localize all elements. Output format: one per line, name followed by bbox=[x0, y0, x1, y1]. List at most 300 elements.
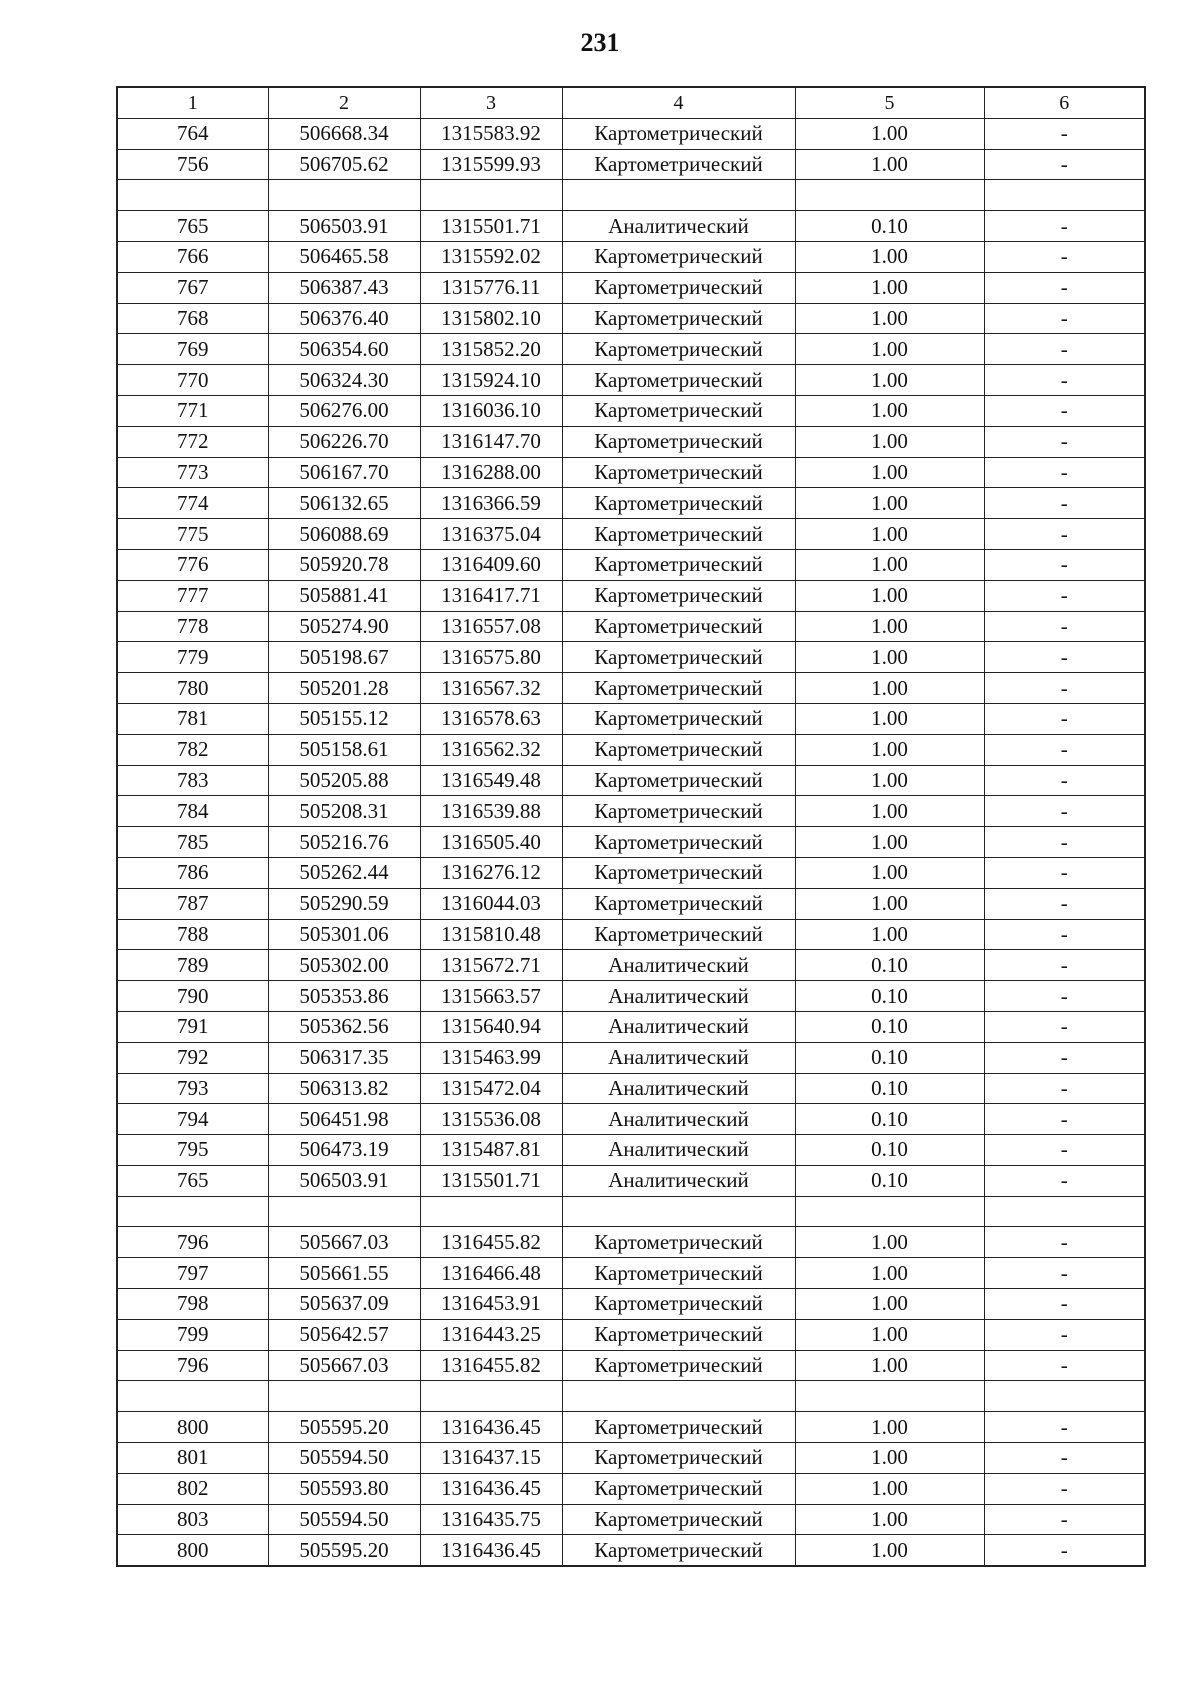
point-number-cell: 776 bbox=[117, 549, 268, 580]
point-number-cell: 800 bbox=[117, 1412, 268, 1443]
table-row bbox=[117, 1104, 1145, 1135]
method-cell: Аналитический bbox=[562, 1135, 795, 1166]
table-row bbox=[117, 1443, 1145, 1474]
method-cell: Картометрический bbox=[562, 734, 795, 765]
note-cell: - bbox=[984, 642, 1145, 673]
x-coordinate-cell: 505353.86 bbox=[268, 981, 420, 1012]
table-row bbox=[117, 1135, 1145, 1166]
coordinates-table bbox=[116, 86, 1146, 1567]
table-row bbox=[117, 765, 1145, 796]
y-coordinate-cell: 1315463.99 bbox=[420, 1042, 562, 1073]
y-coordinate-cell: 1315810.48 bbox=[420, 919, 562, 950]
method-cell: Картометрический bbox=[562, 1258, 795, 1289]
point-number-cell: 756 bbox=[117, 149, 268, 180]
y-coordinate-cell: 1316539.88 bbox=[420, 796, 562, 827]
note-cell: - bbox=[984, 519, 1145, 550]
accuracy-cell: 1.00 bbox=[795, 1350, 984, 1381]
point-number-cell: 771 bbox=[117, 395, 268, 426]
note-cell: - bbox=[984, 1073, 1145, 1104]
note-cell: - bbox=[984, 919, 1145, 950]
accuracy-cell: 1.00 bbox=[795, 642, 984, 673]
y-coordinate-cell: 1316288.00 bbox=[420, 457, 562, 488]
note-cell: - bbox=[984, 950, 1145, 981]
method-cell: Аналитический bbox=[562, 1165, 795, 1196]
point-number-cell: 801 bbox=[117, 1443, 268, 1474]
note-cell: - bbox=[984, 1011, 1145, 1042]
accuracy-cell bbox=[795, 180, 984, 211]
table-row bbox=[117, 1258, 1145, 1289]
point-number-cell: 782 bbox=[117, 734, 268, 765]
point-number-cell: 783 bbox=[117, 765, 268, 796]
point-number-cell: 788 bbox=[117, 919, 268, 950]
y-coordinate-cell: 1316436.45 bbox=[420, 1473, 562, 1504]
note-cell: - bbox=[984, 1227, 1145, 1258]
x-coordinate-cell: 505593.80 bbox=[268, 1473, 420, 1504]
table-row bbox=[117, 981, 1145, 1012]
method-cell: Картометрический bbox=[562, 426, 795, 457]
method-cell: Картометрический bbox=[562, 1443, 795, 1474]
note-cell: - bbox=[984, 365, 1145, 396]
method-cell: Картометрический bbox=[562, 457, 795, 488]
note-cell: - bbox=[984, 395, 1145, 426]
table-row bbox=[117, 1473, 1145, 1504]
x-coordinate-cell: 506276.00 bbox=[268, 395, 420, 426]
note-cell: - bbox=[984, 611, 1145, 642]
x-coordinate-cell: 505301.06 bbox=[268, 919, 420, 950]
point-number-cell: 765 bbox=[117, 211, 268, 242]
table-row bbox=[117, 580, 1145, 611]
method-cell: Картометрический bbox=[562, 765, 795, 796]
y-coordinate-cell: 1316557.08 bbox=[420, 611, 562, 642]
column-header-2: 2 bbox=[268, 87, 420, 118]
table-row bbox=[117, 149, 1145, 180]
accuracy-cell: 1.00 bbox=[795, 888, 984, 919]
table-header bbox=[117, 87, 1145, 118]
point-number-cell: 800 bbox=[117, 1535, 268, 1566]
accuracy-cell bbox=[795, 1196, 984, 1227]
accuracy-cell: 1.00 bbox=[795, 1412, 984, 1443]
y-coordinate-cell: 1316409.60 bbox=[420, 549, 562, 580]
y-coordinate-cell: 1316147.70 bbox=[420, 426, 562, 457]
table-row bbox=[117, 1535, 1145, 1566]
column-header-3: 3 bbox=[420, 87, 562, 118]
y-coordinate-cell: 1315472.04 bbox=[420, 1073, 562, 1104]
point-number-cell: 794 bbox=[117, 1104, 268, 1135]
note-cell: - bbox=[984, 272, 1145, 303]
method-cell: Картометрический bbox=[562, 549, 795, 580]
x-coordinate-cell: 506473.19 bbox=[268, 1135, 420, 1166]
x-coordinate-cell: 506132.65 bbox=[268, 488, 420, 519]
x-coordinate-cell: 505302.00 bbox=[268, 950, 420, 981]
table-row bbox=[117, 519, 1145, 550]
point-number-cell: 767 bbox=[117, 272, 268, 303]
method-cell: Аналитический bbox=[562, 950, 795, 981]
point-number-cell: 777 bbox=[117, 580, 268, 611]
point-number-cell bbox=[117, 1196, 268, 1227]
table-body bbox=[117, 118, 1145, 1566]
point-number-cell: 803 bbox=[117, 1504, 268, 1535]
point-number-cell: 797 bbox=[117, 1258, 268, 1289]
accuracy-cell: 1.00 bbox=[795, 1319, 984, 1350]
column-header-6: 6 bbox=[984, 87, 1145, 118]
table-row bbox=[117, 1073, 1145, 1104]
y-coordinate-cell: 1316276.12 bbox=[420, 857, 562, 888]
table-row bbox=[117, 303, 1145, 334]
y-coordinate-cell: 1316466.48 bbox=[420, 1258, 562, 1289]
method-cell: Картометрический bbox=[562, 796, 795, 827]
method-cell: Картометрический bbox=[562, 703, 795, 734]
y-coordinate-cell: 1315599.93 bbox=[420, 149, 562, 180]
accuracy-cell bbox=[795, 1381, 984, 1412]
note-cell: - bbox=[984, 1289, 1145, 1320]
x-coordinate-cell: 505205.88 bbox=[268, 765, 420, 796]
table-row bbox=[117, 1350, 1145, 1381]
y-coordinate-cell: 1315924.10 bbox=[420, 365, 562, 396]
note-cell: - bbox=[984, 1412, 1145, 1443]
y-coordinate-cell: 1315640.94 bbox=[420, 1011, 562, 1042]
table-row bbox=[117, 241, 1145, 272]
column-header-1: 1 bbox=[117, 87, 268, 118]
note-cell: - bbox=[984, 1319, 1145, 1350]
accuracy-cell: 1.00 bbox=[795, 1227, 984, 1258]
table-row bbox=[117, 118, 1145, 149]
y-coordinate-cell: 1315663.57 bbox=[420, 981, 562, 1012]
table-row bbox=[117, 673, 1145, 704]
point-number-cell: 768 bbox=[117, 303, 268, 334]
note-cell: - bbox=[984, 827, 1145, 858]
x-coordinate-cell: 506387.43 bbox=[268, 272, 420, 303]
accuracy-cell: 1.00 bbox=[795, 1473, 984, 1504]
point-number-cell: 792 bbox=[117, 1042, 268, 1073]
note-cell: - bbox=[984, 1042, 1145, 1073]
x-coordinate-cell: 506167.70 bbox=[268, 457, 420, 488]
note-cell: - bbox=[984, 1350, 1145, 1381]
x-coordinate-cell: 505667.03 bbox=[268, 1227, 420, 1258]
method-cell: Картометрический bbox=[562, 519, 795, 550]
accuracy-cell: 0.10 bbox=[795, 211, 984, 242]
x-coordinate-cell: 506354.60 bbox=[268, 334, 420, 365]
note-cell: - bbox=[984, 334, 1145, 365]
y-coordinate-cell: 1316505.40 bbox=[420, 827, 562, 858]
table-row bbox=[117, 642, 1145, 673]
y-coordinate-cell bbox=[420, 1196, 562, 1227]
note-cell: - bbox=[984, 426, 1145, 457]
y-coordinate-cell: 1315672.71 bbox=[420, 950, 562, 981]
accuracy-cell: 1.00 bbox=[795, 1443, 984, 1474]
accuracy-cell: 1.00 bbox=[795, 549, 984, 580]
point-number-cell: 791 bbox=[117, 1011, 268, 1042]
separator-row bbox=[117, 1196, 1145, 1227]
point-number-cell: 796 bbox=[117, 1227, 268, 1258]
method-cell: Картометрический bbox=[562, 1350, 795, 1381]
point-number-cell: 773 bbox=[117, 457, 268, 488]
method-cell: Картометрический bbox=[562, 365, 795, 396]
x-coordinate-cell: 505274.90 bbox=[268, 611, 420, 642]
method-cell: Картометрический bbox=[562, 334, 795, 365]
x-coordinate-cell: 505661.55 bbox=[268, 1258, 420, 1289]
accuracy-cell: 1.00 bbox=[795, 272, 984, 303]
note-cell: - bbox=[984, 796, 1145, 827]
table-row bbox=[117, 796, 1145, 827]
y-coordinate-cell: 1316549.48 bbox=[420, 765, 562, 796]
note-cell: - bbox=[984, 1504, 1145, 1535]
y-coordinate-cell: 1315776.11 bbox=[420, 272, 562, 303]
note-cell: - bbox=[984, 241, 1145, 272]
point-number-cell: 802 bbox=[117, 1473, 268, 1504]
x-coordinate-cell: 506324.30 bbox=[268, 365, 420, 396]
method-cell: Картометрический bbox=[562, 1535, 795, 1566]
y-coordinate-cell: 1316455.82 bbox=[420, 1227, 562, 1258]
note-cell: - bbox=[984, 149, 1145, 180]
method-cell: Картометрический bbox=[562, 241, 795, 272]
accuracy-cell: 0.10 bbox=[795, 1104, 984, 1135]
x-coordinate-cell: 506088.69 bbox=[268, 519, 420, 550]
separator-row bbox=[117, 1381, 1145, 1412]
method-cell: Картометрический bbox=[562, 1227, 795, 1258]
table-row bbox=[117, 488, 1145, 519]
accuracy-cell: 1.00 bbox=[795, 703, 984, 734]
point-number-cell: 789 bbox=[117, 950, 268, 981]
page-number: 231 bbox=[580, 28, 620, 57]
y-coordinate-cell: 1316375.04 bbox=[420, 519, 562, 550]
y-coordinate-cell: 1316455.82 bbox=[420, 1350, 562, 1381]
accuracy-cell: 0.10 bbox=[795, 1073, 984, 1104]
note-cell bbox=[984, 1381, 1145, 1412]
y-coordinate-cell: 1315487.81 bbox=[420, 1135, 562, 1166]
table-row bbox=[117, 1227, 1145, 1258]
y-coordinate-cell: 1315501.71 bbox=[420, 1165, 562, 1196]
point-number-cell: 793 bbox=[117, 1073, 268, 1104]
method-cell: Аналитический bbox=[562, 981, 795, 1012]
method-cell: Аналитический bbox=[562, 1042, 795, 1073]
y-coordinate-cell: 1316436.45 bbox=[420, 1412, 562, 1443]
accuracy-cell: 0.10 bbox=[795, 950, 984, 981]
point-number-cell: 784 bbox=[117, 796, 268, 827]
point-number-cell: 775 bbox=[117, 519, 268, 550]
point-number-cell: 774 bbox=[117, 488, 268, 519]
x-coordinate-cell: 505594.50 bbox=[268, 1504, 420, 1535]
table-row bbox=[117, 1319, 1145, 1350]
x-coordinate-cell: 505920.78 bbox=[268, 549, 420, 580]
note-cell: - bbox=[984, 1473, 1145, 1504]
accuracy-cell: 1.00 bbox=[795, 827, 984, 858]
point-number-cell: 779 bbox=[117, 642, 268, 673]
x-coordinate-cell: 506313.82 bbox=[268, 1073, 420, 1104]
note-cell: - bbox=[984, 549, 1145, 580]
separator-row bbox=[117, 180, 1145, 211]
x-coordinate-cell: 505198.67 bbox=[268, 642, 420, 673]
x-coordinate-cell: 505208.31 bbox=[268, 796, 420, 827]
x-coordinate-cell: 505595.20 bbox=[268, 1535, 420, 1566]
point-number-cell: 785 bbox=[117, 827, 268, 858]
point-number-cell: 765 bbox=[117, 1165, 268, 1196]
point-number-cell: 780 bbox=[117, 673, 268, 704]
accuracy-cell: 1.00 bbox=[795, 1289, 984, 1320]
header-row bbox=[117, 87, 1145, 118]
table-row bbox=[117, 919, 1145, 950]
y-coordinate-cell: 1316562.32 bbox=[420, 734, 562, 765]
table-row bbox=[117, 426, 1145, 457]
point-number-cell: 798 bbox=[117, 1289, 268, 1320]
x-coordinate-cell: 505290.59 bbox=[268, 888, 420, 919]
accuracy-cell: 1.00 bbox=[795, 919, 984, 950]
method-cell: Картометрический bbox=[562, 1289, 795, 1320]
accuracy-cell: 1.00 bbox=[795, 857, 984, 888]
method-cell: Аналитический bbox=[562, 211, 795, 242]
accuracy-cell: 1.00 bbox=[795, 1535, 984, 1566]
note-cell: - bbox=[984, 1104, 1145, 1135]
table-row bbox=[117, 1011, 1145, 1042]
y-coordinate-cell: 1315802.10 bbox=[420, 303, 562, 334]
accuracy-cell: 1.00 bbox=[795, 303, 984, 334]
table-row bbox=[117, 395, 1145, 426]
point-number-cell: 778 bbox=[117, 611, 268, 642]
table-row bbox=[117, 703, 1145, 734]
y-coordinate-cell: 1316436.45 bbox=[420, 1535, 562, 1566]
point-number-cell bbox=[117, 180, 268, 211]
method-cell: Картометрический bbox=[562, 580, 795, 611]
note-cell: - bbox=[984, 888, 1145, 919]
x-coordinate-cell: 505362.56 bbox=[268, 1011, 420, 1042]
accuracy-cell: 1.00 bbox=[795, 580, 984, 611]
method-cell: Аналитический bbox=[562, 1104, 795, 1135]
note-cell: - bbox=[984, 303, 1145, 334]
method-cell: Картометрический bbox=[562, 857, 795, 888]
accuracy-cell: 1.00 bbox=[795, 734, 984, 765]
accuracy-cell: 1.00 bbox=[795, 1504, 984, 1535]
point-number-cell: 787 bbox=[117, 888, 268, 919]
y-coordinate-cell: 1315852.20 bbox=[420, 334, 562, 365]
point-number-cell: 790 bbox=[117, 981, 268, 1012]
point-number-cell: 786 bbox=[117, 857, 268, 888]
y-coordinate-cell: 1316453.91 bbox=[420, 1289, 562, 1320]
accuracy-cell: 1.00 bbox=[795, 519, 984, 550]
point-number-cell: 764 bbox=[117, 118, 268, 149]
note-cell: - bbox=[984, 118, 1145, 149]
method-cell: Картометрический bbox=[562, 272, 795, 303]
method-cell: Картометрический bbox=[562, 303, 795, 334]
table-row bbox=[117, 334, 1145, 365]
y-coordinate-cell bbox=[420, 180, 562, 211]
note-cell: - bbox=[984, 734, 1145, 765]
accuracy-cell: 0.10 bbox=[795, 981, 984, 1012]
table-row bbox=[117, 950, 1145, 981]
note-cell: - bbox=[984, 857, 1145, 888]
table-row bbox=[117, 1289, 1145, 1320]
note-cell: - bbox=[984, 488, 1145, 519]
note-cell: - bbox=[984, 1258, 1145, 1289]
accuracy-cell: 1.00 bbox=[795, 457, 984, 488]
x-coordinate-cell: 505595.20 bbox=[268, 1412, 420, 1443]
method-cell: Аналитический bbox=[562, 1011, 795, 1042]
accuracy-cell: 0.10 bbox=[795, 1011, 984, 1042]
accuracy-cell: 1.00 bbox=[795, 365, 984, 396]
x-coordinate-cell: 506503.91 bbox=[268, 211, 420, 242]
accuracy-cell: 1.00 bbox=[795, 488, 984, 519]
note-cell: - bbox=[984, 1165, 1145, 1196]
x-coordinate-cell: 506226.70 bbox=[268, 426, 420, 457]
accuracy-cell: 1.00 bbox=[795, 149, 984, 180]
point-number-cell: 770 bbox=[117, 365, 268, 396]
method-cell: Картометрический bbox=[562, 395, 795, 426]
method-cell bbox=[562, 1196, 795, 1227]
method-cell: Картометрический bbox=[562, 1473, 795, 1504]
note-cell: - bbox=[984, 1135, 1145, 1166]
x-coordinate-cell bbox=[268, 1381, 420, 1412]
point-number-cell: 781 bbox=[117, 703, 268, 734]
y-coordinate-cell: 1316437.15 bbox=[420, 1443, 562, 1474]
point-number-cell bbox=[117, 1381, 268, 1412]
accuracy-cell: 1.00 bbox=[795, 118, 984, 149]
point-number-cell: 769 bbox=[117, 334, 268, 365]
method-cell: Аналитический bbox=[562, 1073, 795, 1104]
accuracy-cell: 1.00 bbox=[795, 334, 984, 365]
y-coordinate-cell: 1316435.75 bbox=[420, 1504, 562, 1535]
table-row bbox=[117, 457, 1145, 488]
note-cell: - bbox=[984, 211, 1145, 242]
method-cell: Картометрический bbox=[562, 888, 795, 919]
table-row bbox=[117, 1165, 1145, 1196]
method-cell: Картометрический bbox=[562, 118, 795, 149]
x-coordinate-cell: 505262.44 bbox=[268, 857, 420, 888]
table-row bbox=[117, 734, 1145, 765]
y-coordinate-cell: 1315592.02 bbox=[420, 241, 562, 272]
method-cell: Картометрический bbox=[562, 1412, 795, 1443]
method-cell: Картометрический bbox=[562, 673, 795, 704]
point-number-cell: 799 bbox=[117, 1319, 268, 1350]
accuracy-cell: 0.10 bbox=[795, 1165, 984, 1196]
x-coordinate-cell: 506451.98 bbox=[268, 1104, 420, 1135]
table-row bbox=[117, 857, 1145, 888]
x-coordinate-cell: 506705.62 bbox=[268, 149, 420, 180]
point-number-cell: 766 bbox=[117, 241, 268, 272]
accuracy-cell: 1.00 bbox=[795, 673, 984, 704]
table-row bbox=[117, 365, 1145, 396]
note-cell: - bbox=[984, 981, 1145, 1012]
note-cell: - bbox=[984, 765, 1145, 796]
x-coordinate-cell: 506503.91 bbox=[268, 1165, 420, 1196]
x-coordinate-cell: 506668.34 bbox=[268, 118, 420, 149]
table-row bbox=[117, 1504, 1145, 1535]
note-cell bbox=[984, 1196, 1145, 1227]
x-coordinate-cell: 505667.03 bbox=[268, 1350, 420, 1381]
y-coordinate-cell: 1316443.25 bbox=[420, 1319, 562, 1350]
method-cell: Картометрический bbox=[562, 642, 795, 673]
y-coordinate-cell bbox=[420, 1381, 562, 1412]
y-coordinate-cell: 1316575.80 bbox=[420, 642, 562, 673]
accuracy-cell: 1.00 bbox=[795, 796, 984, 827]
note-cell bbox=[984, 180, 1145, 211]
note-cell: - bbox=[984, 1443, 1145, 1474]
accuracy-cell: 0.10 bbox=[795, 1135, 984, 1166]
accuracy-cell: 1.00 bbox=[795, 611, 984, 642]
table-row bbox=[117, 827, 1145, 858]
point-number-cell: 795 bbox=[117, 1135, 268, 1166]
table-row bbox=[117, 888, 1145, 919]
method-cell: Картометрический bbox=[562, 488, 795, 519]
method-cell: Картометрический bbox=[562, 149, 795, 180]
x-coordinate-cell: 505642.57 bbox=[268, 1319, 420, 1350]
y-coordinate-cell: 1316366.59 bbox=[420, 488, 562, 519]
y-coordinate-cell: 1315583.92 bbox=[420, 118, 562, 149]
method-cell bbox=[562, 1381, 795, 1412]
note-cell: - bbox=[984, 580, 1145, 611]
x-coordinate-cell: 505201.28 bbox=[268, 673, 420, 704]
method-cell: Картометрический bbox=[562, 1504, 795, 1535]
table-row bbox=[117, 549, 1145, 580]
note-cell: - bbox=[984, 703, 1145, 734]
note-cell: - bbox=[984, 1535, 1145, 1566]
